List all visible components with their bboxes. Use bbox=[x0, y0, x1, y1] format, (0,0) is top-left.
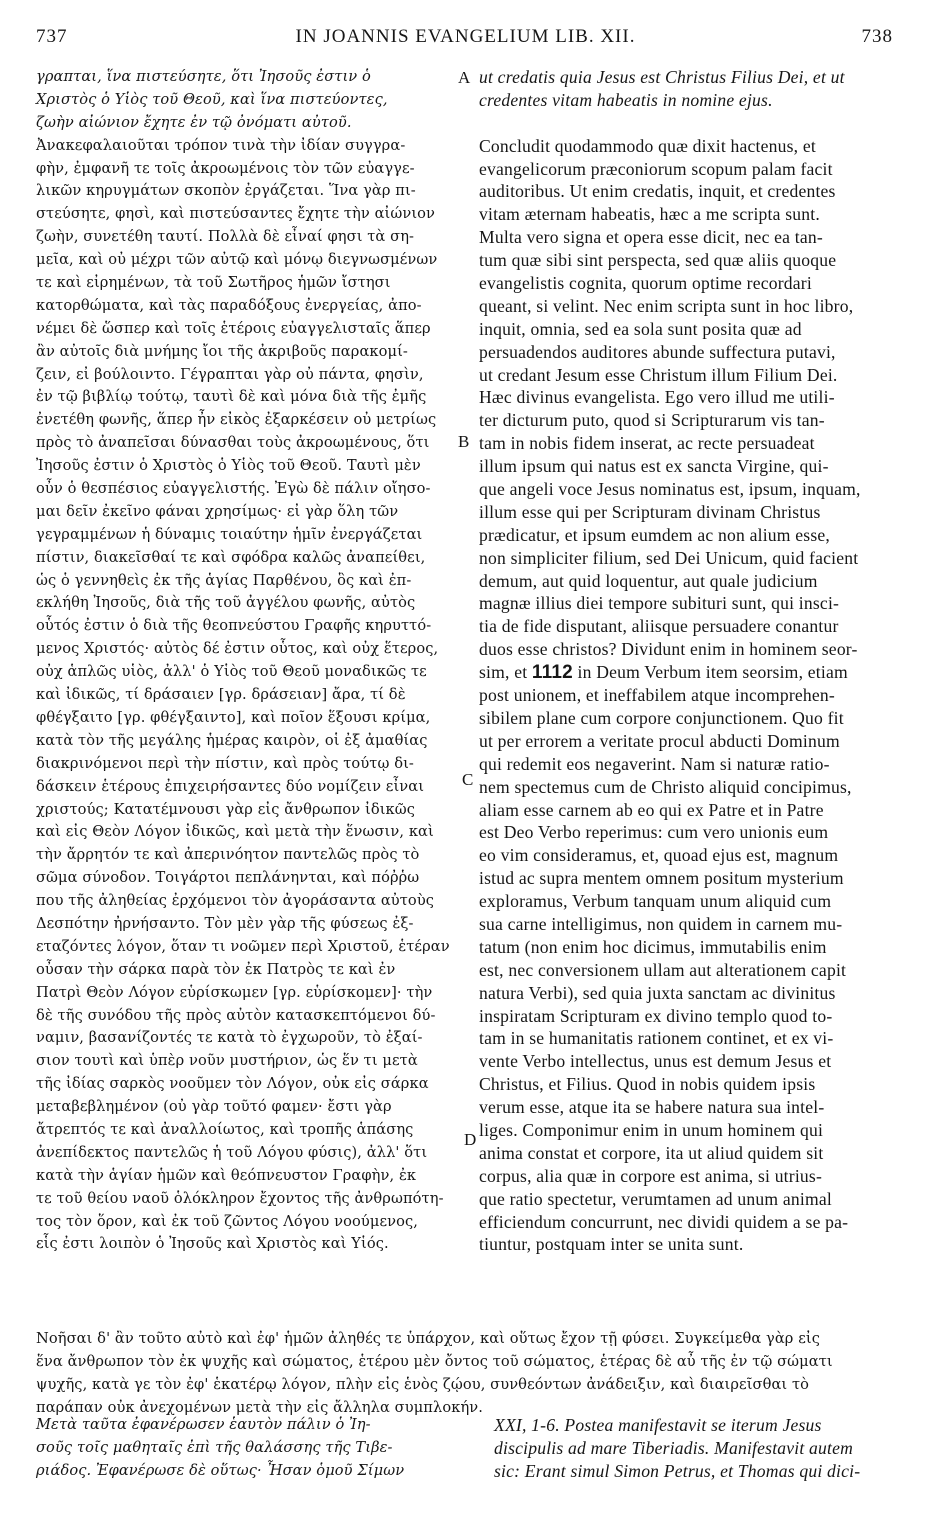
left-column-line: τὴν ἄρρητόν τε καὶ ἀπερινόητον παντελῶς πρὸς τὸ bbox=[36, 846, 420, 864]
left-column-line: γεγραμμένων ἡ δύναμις τοιαύτην ἡμῖν ἐνεργάζεται bbox=[36, 525, 423, 543]
right-column-line: inspiratam Scripturam ex divino templo quod to- bbox=[479, 1005, 833, 1026]
bottom-right-line: sic: Erant simul Simon Petrus, et Thomas qui dici- bbox=[494, 1460, 861, 1481]
left-column-line: πρὸς τὸ ἀναπεῖσαι δύνασθαι τοὺς ἀκροωμένους, ὅτι bbox=[36, 434, 430, 452]
right-column-line: tam in se humanitatis rationem continet, et ex vi- bbox=[479, 1028, 834, 1049]
margin-letter-c: C bbox=[462, 770, 474, 789]
left-column-line: εκλήθη Ἰησοῦς, διὰ τῆς τοῦ ἀγγέλου φωνῆς, αὐτὸς bbox=[36, 594, 416, 612]
right-column-line: persuadendos auditores abunde suffectura putavi, bbox=[479, 341, 836, 362]
left-column-line: που τῆς ἀληθείας ἐρχόμενοι τὸν ἀγοράσαντα αὐτοὺς bbox=[36, 892, 435, 910]
left-column-line: ὡς ὁ γεννηθεὶς ἐκ τῆς ἁγίας Παρθένου, ὃς καὶ ἐπ- bbox=[36, 571, 412, 589]
full-width-line: ψυχῆς, κατὰ γε τὸν ἐφ' ἑκατέρῳ λόγον, πλὴν εἰς ἑνὸς ζῴου, συνθεόντων ἀνάδειξιν, καὶ διαιρεῖσθαι τὸ bbox=[36, 1375, 810, 1393]
right-column-line: prædicatur, et ipsum eumdem ac non alium esse, bbox=[479, 524, 830, 545]
right-column-line: tatum (non enim hoc dicimus, immutabilis enim bbox=[479, 936, 827, 957]
right-column-line: Christus, et Filius. Quod in nobis quidem ipsis bbox=[479, 1074, 816, 1095]
right-column-line: credentes vitam habeatis in nomine ejus. bbox=[479, 89, 773, 110]
margin-letter-a: A bbox=[458, 68, 471, 87]
right-column-line: duos esse christos? Dividunt enim in hominem seor- bbox=[479, 639, 858, 660]
left-column-line: ζωὴν αἰώνιον ἔχητε ἐν τῷ ὀνόματι αὐτοῦ. bbox=[36, 113, 352, 131]
right-column-line: evangelicorum præconiorum scopum palam facit bbox=[479, 158, 833, 179]
right-column-line: eo vim consideramus, et, quoad ejus est, magnum bbox=[479, 845, 839, 866]
full-width-paragraph bbox=[36, 1328, 902, 1420]
left-column-line: ἂν αὐτοῖς διὰ μνήμης ἴοι τῆς ἀκριβοῦς παρακομί- bbox=[36, 342, 408, 360]
right-column-line: qui redemit eos negaverint. Nam si naturæ ratio- bbox=[479, 753, 830, 774]
greek-lemma bbox=[36, 1414, 466, 1483]
left-column-line: ἐν τῷ βιβλίῳ τούτῳ, ταυτὶ δὲ καὶ μόνα διὰ τῆς ἐμῆς bbox=[36, 388, 427, 406]
left-column-line: ζωὴν, συνετέθη ταυτί. Πολλὰ δὲ εἶναί φησι τὰ ση- bbox=[36, 228, 415, 246]
margin-letter-b: B bbox=[458, 432, 470, 451]
left-column-number: 737 bbox=[36, 26, 68, 47]
right-column-line: ut per errorem a veritate procul abducti Dominum bbox=[479, 730, 840, 751]
right-column-line: post unionem, et ineffabilem atque incomprehen- bbox=[479, 685, 835, 706]
left-column-line: μενος Χριστός· αὐτὸς δέ ἐστιν οὗτος, καὶ οὐχ ἕτερος, bbox=[36, 640, 439, 658]
left-column-line: χριστούς; Κατατέμνουσι γὰρ εἰς ἄνθρωπον ἰδικῶς bbox=[36, 800, 416, 818]
latin-lemma bbox=[494, 1414, 904, 1483]
right-column-line: vente Verbo intellectus, unus est demum Jesus et bbox=[479, 1051, 832, 1072]
right-column-number: 738 bbox=[861, 26, 893, 47]
left-column-line: φθέγξαιτο [γρ. φθέγξαιντο], καὶ ποῖον ἕξουσι κρίμα, bbox=[36, 708, 431, 726]
right-column-line: que angeli voce Jesus nominatus est, ipsum, inquam, bbox=[479, 479, 861, 500]
bottom-left-line: σοῦς τοῖς μαθηταῖς ἐπὶ τῆς θαλάσσης τῆς Τιβε- bbox=[36, 1438, 393, 1456]
bottom-right-line: XXI, 1-6. Postea manifestavit se iterum Jesus bbox=[494, 1415, 822, 1435]
right-column-line: ter dicturum puto, quod si Scripturarum vis tan- bbox=[479, 410, 825, 431]
left-column-line: φὴν, ἐμφανῆ τε τοῖς ἀκροωμένοις τὸν τῶν εὐαγγε- bbox=[36, 159, 415, 177]
right-column-line: est Deo Verbo reperimus: cum vero unionis eum bbox=[479, 822, 829, 843]
left-column-line: τε τοῦ θείου ναοῦ ὁλόκληρον ἔχοντος τῆς ἀνθρωπότη- bbox=[36, 1189, 444, 1207]
left-column-line: ἄτρεπτός τε καὶ ἀναλλοίωτος, καὶ τροπῆς ἁπάσης bbox=[36, 1120, 414, 1138]
left-column-line: ἐνετέθη φωνῆς, ἅπερ ἦν εἰκὸς ἐξαρκέσειν οὐ μετρίως bbox=[36, 411, 437, 429]
left-column-line: οὖσαν τὴν σάρκα παρὰ τὸν ἐκ Πατρὸς τε καὶ ἐν bbox=[36, 960, 396, 978]
left-column-line: κατὰ τὸν τῆς μεγάλης ἡμέρας καιρὸν, οἱ ἐξ ἀμαθίας bbox=[36, 731, 428, 749]
left-column-line: σῶμα σύνοδον. Τοιγάρτοι πεπλάνηνται, καὶ πόῤῥω bbox=[36, 869, 420, 887]
right-column-line: auditoribus. Ut enim credatis, inquit, et credentes bbox=[479, 181, 836, 202]
right-column-line: que ratio spectetur, verumtamen ad unum animal bbox=[479, 1188, 832, 1209]
left-column-line: μεῖα, καὶ οὐ μέχρι τῶν αὐτῷ καὶ μόνῳ διεγνωσμένων bbox=[36, 251, 438, 269]
right-column-line: corpus, alia quæ in corpore est anima, si utrius- bbox=[479, 1165, 823, 1186]
right-column-line: non simpliciter filium, sed Dei Unicum, quid facient bbox=[479, 547, 859, 568]
right-column-line: liges. Componimur enim in unum hominem qui bbox=[479, 1119, 824, 1140]
right-column-line: tam in nobis fidem inserat, ac recte persuadeat bbox=[479, 433, 815, 454]
right-column-line: Multa vero signa et opera esse dicit, nec ea tan- bbox=[479, 227, 823, 248]
left-column-line: λικῶν κηρυγμάτων σκοπὸν ἐργάζεται. Ἵνα γὰρ πι- bbox=[36, 182, 416, 200]
right-column-line: est, nec conversionem ullam aut alterationem capit bbox=[479, 959, 847, 980]
right-column-line: sua carne intelligimus, non quidem in carnem mu- bbox=[479, 913, 843, 934]
left-column-line: οὐχ ἁπλῶς υἱὸς, ἀλλ' ὁ Υἱὸς τοῦ Θεοῦ μοναδικῶς τε bbox=[36, 663, 427, 681]
left-column-line: τε καὶ εἰρημένων, τὰ τοῦ Σωτῆρος ἡμῶν ἴστησι bbox=[36, 274, 391, 292]
left-column-line: ζειν, εἰ βούλοιντο. Γέγραπται γὰρ οὐ πάντα, φησὶν, bbox=[36, 365, 424, 383]
left-column-line: οὗτός ἐστιν ὁ διὰ τῆς θεοπνεύστου Γραφῆς κηρυττό- bbox=[36, 617, 432, 635]
left-column-line: μαι δεῖν ἐκεῖνο φάναι χρησίμως· εἰ γὰρ ὅλη τῶν bbox=[36, 502, 399, 520]
right-column-line: inquit, omnia, sed ea sola sunt posita quæ ad bbox=[479, 318, 802, 339]
right-column-line: illum esse qui per Scripturam divinam Christus bbox=[479, 501, 821, 522]
right-column-line: aliam esse carnem ab eo qui ex Patre et in Patre bbox=[479, 799, 824, 820]
left-column-line: κατορθώματα, καὶ τὰς παραδόξους ἐνεργείας, ἀπο- bbox=[36, 296, 422, 314]
left-column-line: ναμιν, βασανίζοντές τε κατὰ τὸ ἐγχωροῦν, τὸ ἐξαί- bbox=[36, 1029, 423, 1047]
right-column-line: exploramus, Verbum tanquam unum aliquid cum bbox=[479, 891, 832, 912]
left-column-line: καὶ ἰδικῶς, τί δράσαιεν [γρ. δράσειαν] ἄρα, τί δὲ bbox=[36, 686, 406, 704]
full-width-line: Νοῆσαι δ' ἂν τοῦτο αὐτὸ καὶ ἐφ' ἡμῶν ἀληθές τε ὑπάρχον, καὶ οὕτως ἔχον τῇ φύσει. Συγκείμεθα γὰρ εἰς bbox=[36, 1330, 820, 1347]
left-column-line: σιον τουτὶ καὶ ὑπὲρ νοῦν μυστήριον, ὡς ἕν τι μετὰ bbox=[36, 1052, 418, 1070]
left-column-line: δὲ τῆς συνόδου τῆς πρὸς αὐτὸν κατασκεπτόμενοι δύ- bbox=[36, 1006, 436, 1024]
right-column-line: Hæc divinus evangelista. Ego vero illud me utili- bbox=[479, 387, 835, 408]
bottom-right-line: discipulis ad mare Tiberiadis. Manifestavit autem bbox=[494, 1437, 854, 1458]
right-column-line: evangelistis cognita, quorum optime recordari bbox=[479, 273, 812, 294]
left-column-line: Δεσπότην ἠρνήσαντο. Τὸν μὲν γὰρ τῆς φύσεως ἐξ- bbox=[36, 914, 414, 932]
right-column-line: efficiendum concurrunt, nec dividi quidem a se pa- bbox=[479, 1211, 849, 1232]
greek-column bbox=[36, 66, 456, 1256]
right-column-line: sim, et 1112 in Deum Verbum item seorsim, etiam bbox=[479, 662, 848, 684]
right-column-line bbox=[479, 112, 903, 135]
left-column-line: δάσκειν ἑτέρους ἐπιχειρήσαντες δύο νομίζειν εἶναι bbox=[36, 777, 425, 795]
right-column-line: sibilem plane cum corpore conjunctionem. Quo fit bbox=[479, 707, 844, 728]
right-column-line: verum esse, atque ita se habere natura sua intel- bbox=[479, 1097, 825, 1118]
right-column-line: tiuntur, postquam inter se unita sunt. bbox=[479, 1234, 744, 1255]
right-column-line: ut credant Jesum esse Christum illum Filium Dei. bbox=[479, 364, 838, 385]
left-column-line: ἀνεπίδεκτος παντελῶς ἡ τοῦ Λόγου φύσις), ἀλλ' ὅτι bbox=[36, 1143, 428, 1161]
bottom-left-line: Μετὰ ταῦτα ἐφανέρωσεν ἑαυτὸν πάλιν ὁ Ἰη- bbox=[36, 1416, 371, 1433]
right-column-line: vitam æternam habeatis, hæc a me scripta sunt. bbox=[479, 204, 820, 225]
right-column-line: demum, aut quid loquentur, aut quale judicium bbox=[479, 570, 818, 591]
right-column-line: nem spectemus cum de Christo aliquid concipimus, bbox=[479, 776, 852, 797]
running-title: IN JOANNIS EVANGELIUM LIB. XII. bbox=[295, 26, 636, 47]
left-column-line: νέμει δὲ ὥσπερ καὶ τοῖς ἑτέροις εὐαγγελισταῖς ἅπερ bbox=[36, 319, 431, 337]
left-column-line: μεταβεβλημένον (οὐ γὰρ τοῦτό φαμεν· ἔστι γὰρ bbox=[36, 1098, 392, 1116]
right-column-line: istud ac supra mentem omnem positum mysterium bbox=[479, 868, 844, 889]
margin-letter-d: D bbox=[464, 1130, 477, 1149]
left-column-line: καὶ εἰς Θεὸν Λόγον ἰδικῶς, καὶ μετὰ τὴν ἕνωσιν, καὶ bbox=[36, 823, 434, 841]
full-width-line: παράπαν οὐκ ἀνεχομένων μετὰ τὴν εἰς ἄλληλα συμπλοκήν. bbox=[36, 1398, 483, 1416]
left-column-line: οὖν ὁ θεσπέσιος εὐαγγελιστής. Ἐγὼ δὲ πάλιν οἴησο- bbox=[36, 480, 431, 498]
right-column-line: tia de fide disputant, aliisque persuadere conantur bbox=[479, 616, 839, 637]
left-column-line: γραπται, ἵνα πιστεύσητε, ὅτι Ἰησοῦς ἐστιν ὁ bbox=[36, 68, 371, 85]
left-column-line: κατὰ τὴν ἁγίαν ἡμῶν καὶ θεόπνευστον Γραφὴν, ἐκ bbox=[36, 1166, 417, 1184]
left-column-line: Ἀνακεφαλαιοῦται τρόπον τινὰ τὴν ἰδίαν συγγρα- bbox=[36, 136, 406, 154]
right-column-line: Concludit quodammodo quæ dixit hactenus, et bbox=[479, 135, 816, 156]
left-column-line: εταζόντες λόγον, ὅταν τι νοῶμεν περὶ Χριστοῦ, ἑτέραν bbox=[36, 937, 450, 955]
left-column-line: τῆς ἰδίας σαρκὸς νοοῦμεν τὸν Λόγον, οὐκ εἰς σάρκα bbox=[36, 1075, 429, 1093]
right-column-line: tum quæ sibi sint perspecta, sed quæ aliis quoque bbox=[479, 250, 837, 271]
left-column-line: Πατρὶ Θεὸν Λόγον εὑρίσκωμεν [γρ. εὑρίσκομεν]· τὴν bbox=[36, 983, 433, 1001]
left-column-line: τος τὸν ὅρον, καὶ ἐκ τοῦ ζῶντος Λόγου νοούμενος, bbox=[36, 1212, 418, 1230]
inline-column-number: 1112 bbox=[531, 662, 573, 684]
right-column-line: natura Verbi), sed quia juxta sanctam ac divinitus bbox=[479, 982, 836, 1003]
left-column-line: διακρινόμενοι περὶ τὴν πίστιν, καὶ πρὸς τούτῳ δι- bbox=[36, 754, 414, 772]
right-column-line: illum ipsum qui natus est ex sancta Virgine, qui- bbox=[479, 456, 829, 477]
right-column-line: queant, si velint. Nec enim scripta sunt in hoc libro, bbox=[479, 295, 854, 316]
left-column-line: στεύσητε, φησὶ, καὶ πιστεύσαντες ἔχητε τὴν αἰώνιον bbox=[36, 205, 436, 223]
right-column-line: anima constat et corpore, ita ut aliud quidem sit bbox=[479, 1142, 824, 1163]
full-width-line: ἕνα ἄνθρωπον τὸν ἐκ ψυχῆς καὶ σώματος, ἑτέρου μὲν ὄντος τοῦ σώματος, ἑτέρας δὲ αὖ τῆς ἐν τῷ σώματι bbox=[36, 1352, 833, 1370]
left-column-line: Χριστὸς ὁ Υἱὸς τοῦ Θεοῦ, καὶ ἵνα πιστεύοντες, bbox=[36, 90, 388, 108]
left-column-line: εἷς ἐστι λοιπὸν ὁ Ἰησοῦς καὶ Χριστὸς καὶ Υἱός. bbox=[36, 1235, 389, 1253]
right-column-line: magnæ illius diei tempore subituri sunt, qui insci- bbox=[479, 593, 840, 614]
right-column-line: ut credatis quia Jesus est Christus Filius Dei, et ut bbox=[479, 67, 845, 87]
latin-column bbox=[479, 66, 903, 1256]
bottom-left-line: ριάδος. Ἐφανέρωσε δὲ οὕτως· Ἦσαν ὁμοῦ Σίμων bbox=[36, 1461, 405, 1479]
left-column-line: πίστιν, διακεῖσθαί τε καὶ σφόδρα καλῶς ἀναπείθει, bbox=[36, 548, 426, 566]
left-column-line: Ἰησοῦς ἐστιν ὁ Χριστὸς ὁ Υἱὸς τοῦ Θεοῦ. Ταυτὶ μὲν bbox=[36, 457, 421, 475]
